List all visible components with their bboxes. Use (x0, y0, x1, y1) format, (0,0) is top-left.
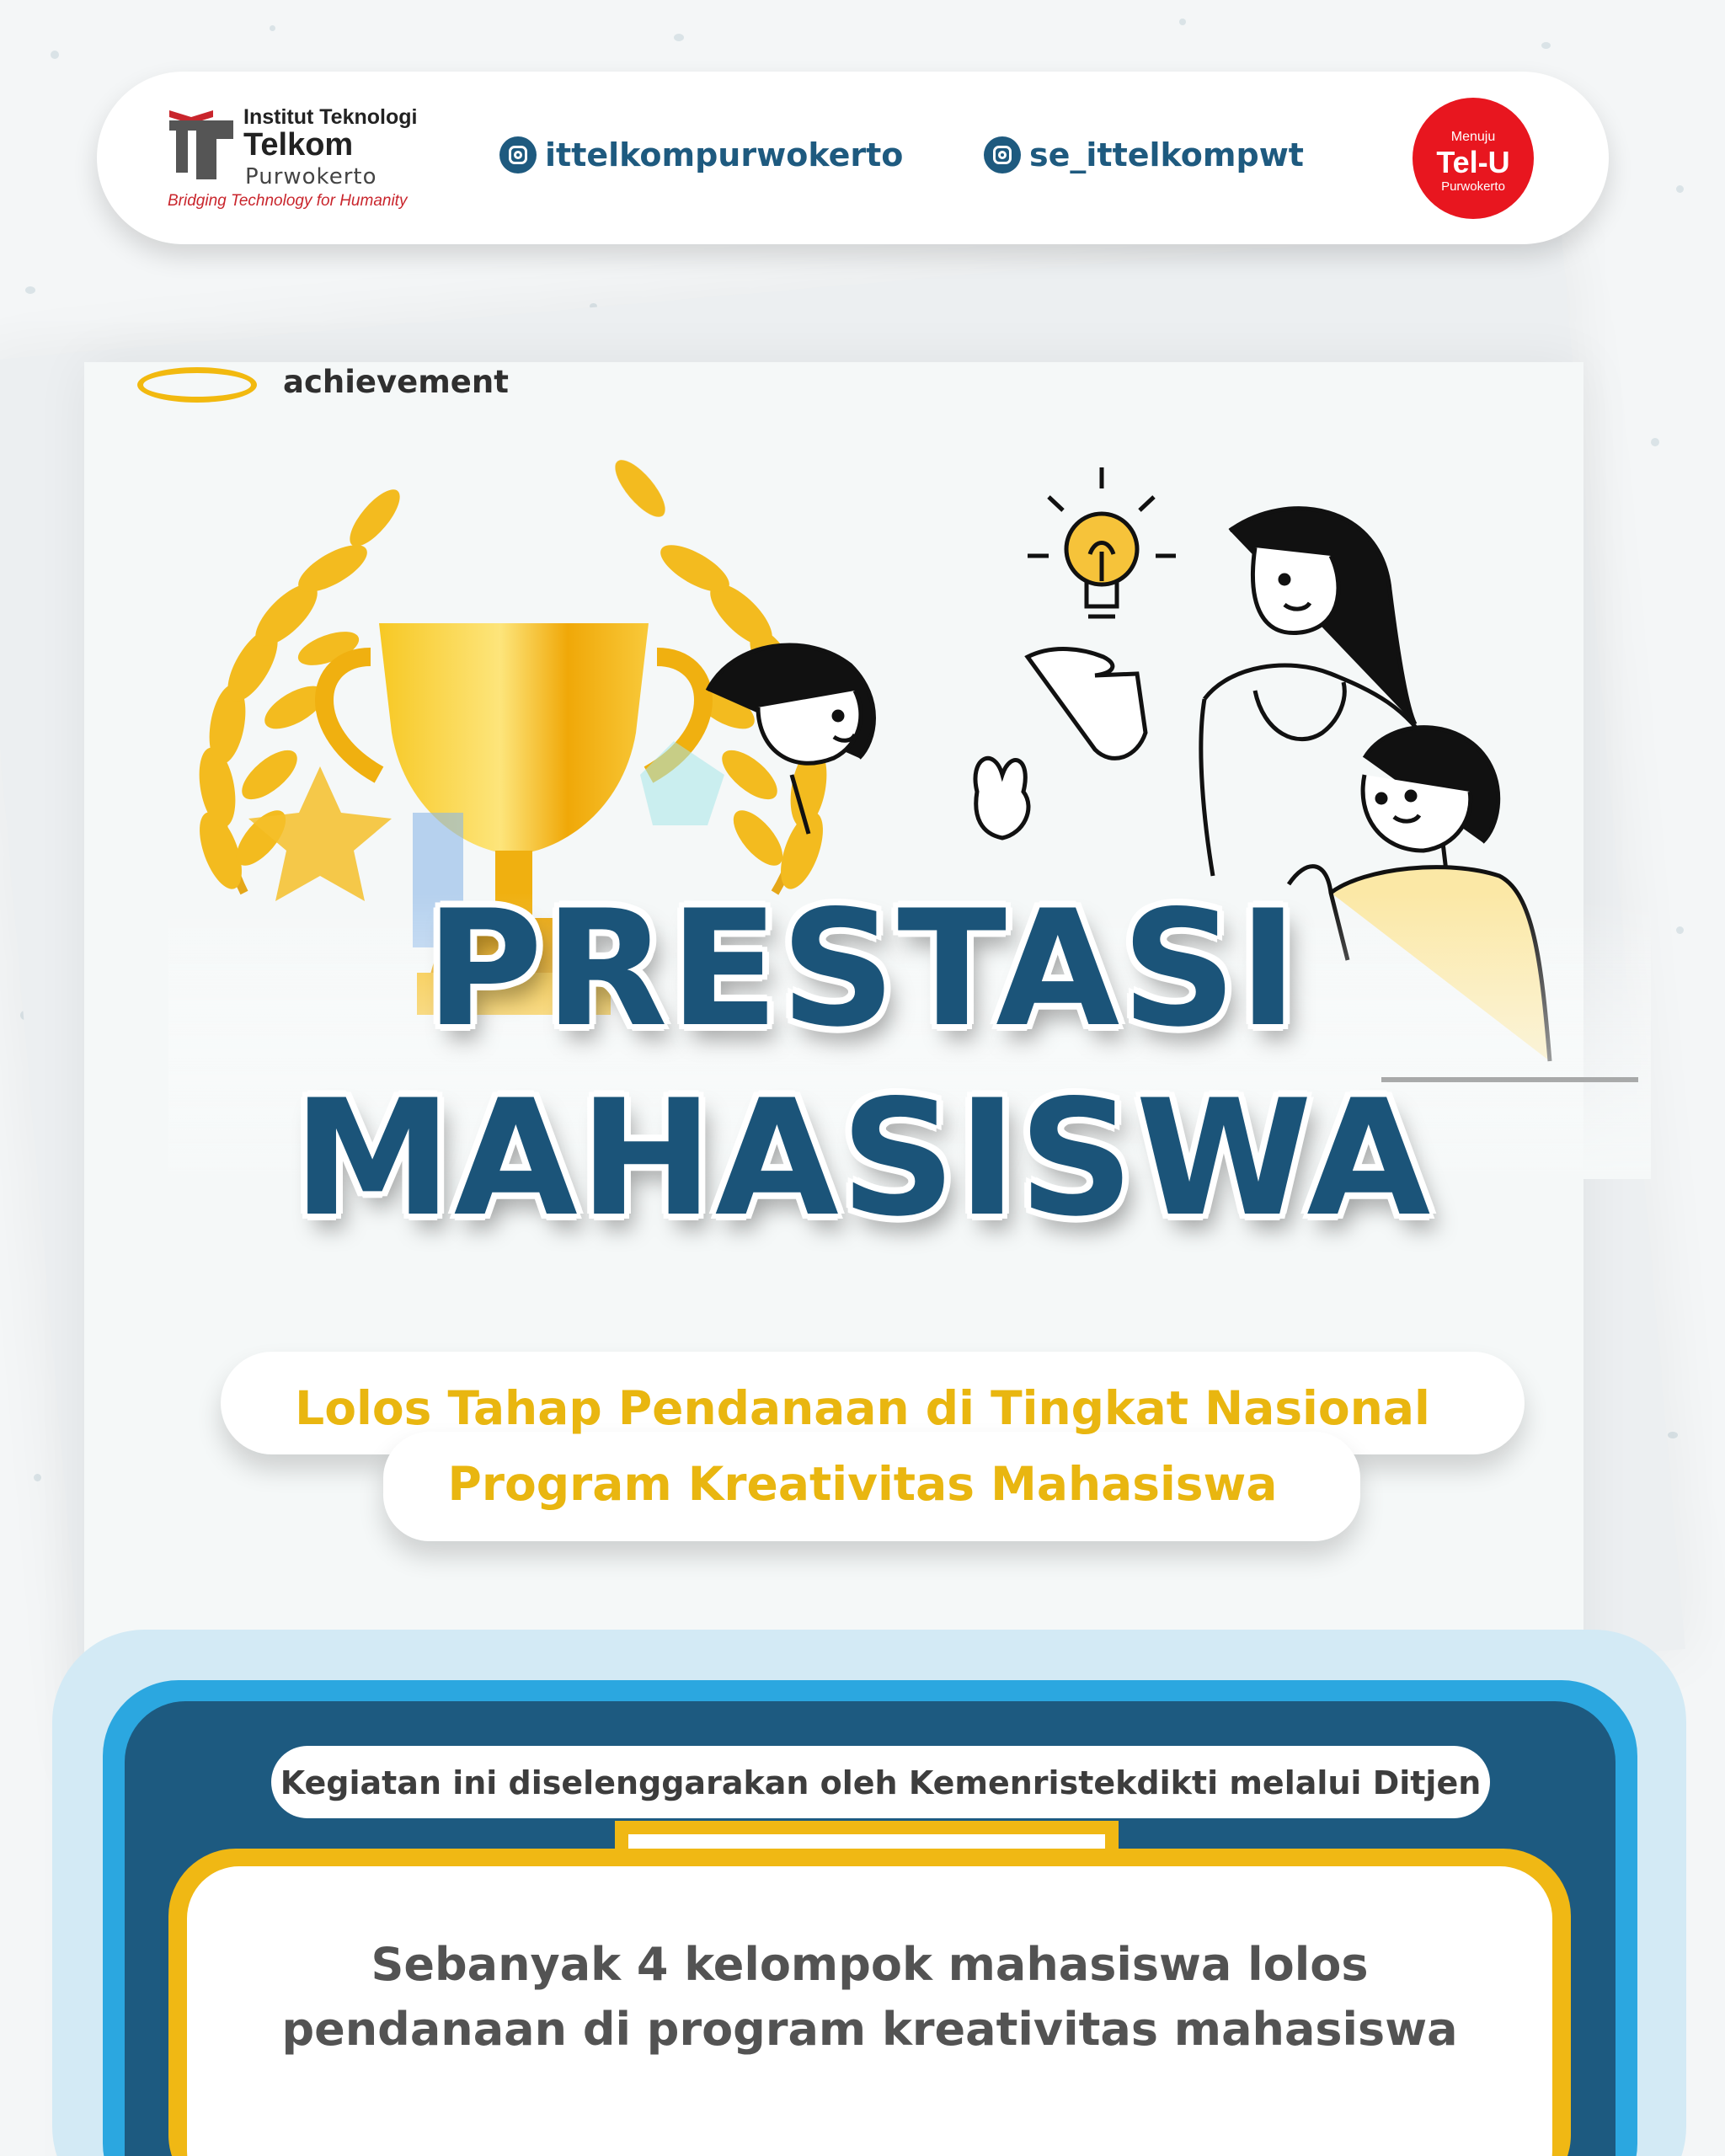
telkom-logo (168, 105, 521, 215)
instagram-handle-2: se_ittelkompwt (1029, 136, 1304, 173)
logo-tagline: Bridging Technology for Humanity (168, 192, 408, 210)
header-bar (97, 72, 1609, 244)
subtitle-line-1: Lolos Tahap Pendanaan di Tingkat Nasional (295, 1381, 1430, 1435)
page-title-line-1: PRESTASI (425, 876, 1300, 1062)
page-title-line-2: MAHASISWA (292, 1065, 1433, 1251)
lightbulb-icon (1028, 467, 1176, 616)
organizer-text: Kegiatan ini diselenggarakan oleh Kemenristekdikti melalui Ditjen (280, 1764, 1482, 1801)
gem-icon (640, 741, 724, 825)
content-line-1: Sebanyak 4 kelompok mahasiswa lolos (371, 1938, 1369, 1991)
instagram-link-1[interactable] (499, 134, 903, 176)
logo-line-1: Institut Teknologi (243, 105, 418, 129)
tel-u-badge (1413, 98, 1534, 219)
subtitle-line-2: Program Kreativitas Mahasiswa (447, 1457, 1278, 1511)
ring-icon (137, 367, 257, 403)
content-line-2: pendanaan di program kreativitas mahasiswa (281, 2003, 1458, 2056)
tel-u-badge-line-2: Tel-U (1436, 145, 1510, 179)
logo-line-2: Telkom (243, 127, 354, 163)
instagram-link-2[interactable] (984, 134, 1304, 176)
logo-line-3: Purwokerto (245, 164, 377, 189)
category-tag: achievement (283, 364, 509, 400)
tel-u-badge-line-3: Purwokerto (1441, 179, 1505, 194)
telkom-logo-icon (168, 105, 235, 181)
instagram-icon (499, 136, 537, 173)
tel-u-badge-line-1: Menuju (1450, 130, 1496, 144)
instagram-icon (984, 136, 1021, 173)
instagram-handle-1: ittelkompurwokerto (545, 136, 904, 173)
